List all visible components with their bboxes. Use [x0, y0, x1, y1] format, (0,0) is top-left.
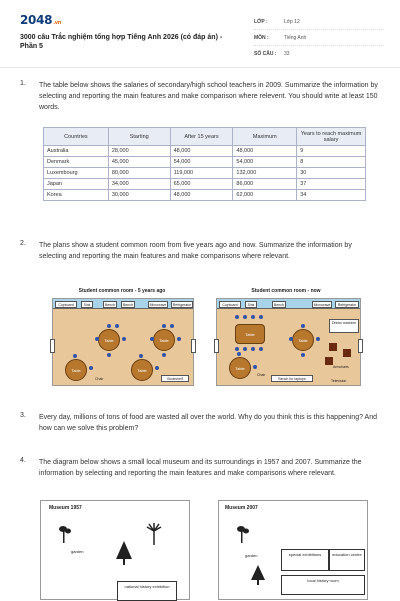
- table-2: Table: [153, 329, 175, 351]
- refrigerator-label: Refrigerator: [335, 301, 359, 308]
- plan-left: [52, 298, 194, 386]
- education-centre-box: education centre: [329, 549, 365, 571]
- refrigerator-label: Refrigerator: [172, 303, 192, 307]
- bench-label: Bench: [272, 301, 286, 308]
- table-1: Table: [98, 329, 120, 351]
- bench-label: Bench: [103, 301, 117, 308]
- cupboard-label: Cupboard: [55, 301, 77, 308]
- plan-left-title: Student common room - 5 years ago: [78, 288, 166, 294]
- cupboard-label: Cupboard: [219, 301, 241, 308]
- garden-label: garden: [245, 553, 258, 558]
- museum-1957-title: Museum 1957: [49, 505, 82, 511]
- chair-label: Chair: [95, 377, 104, 381]
- museum-2007-title: Museum 2007: [225, 505, 258, 511]
- meta-row-subject: MÔN : Tiếng Anh: [254, 30, 384, 46]
- bookshelf-label: Bookshelf: [161, 375, 189, 382]
- tree-icon: [237, 525, 249, 543]
- pine-tree-icon: [116, 541, 132, 565]
- table-row: Denmark 45,000 54,000 54,000 8: [44, 157, 366, 168]
- meta-row-class: LỚP : Lớp 12: [254, 14, 384, 30]
- table-3: Table: [65, 359, 87, 381]
- armchairs-label: Armchairs: [333, 365, 349, 369]
- bench-for-laptops-label: Bench for laptops: [271, 375, 313, 382]
- salary-table: [43, 127, 366, 201]
- table-row: Australia 28,000 48,000 48,000 9: [44, 146, 366, 157]
- local-history-room-box: local history room: [281, 575, 365, 595]
- garden-label: garden: [71, 549, 84, 554]
- table-header-row: Countries Starting After 15 years Maximum Years to reach maximum salary: [44, 128, 366, 146]
- table-2: Table: [292, 329, 314, 351]
- table-4: Table: [131, 359, 153, 381]
- national-history-exhibition-box: national history exhibition: [117, 581, 177, 601]
- table-row: Luxembourg 80,000 119,000 132,000 30: [44, 168, 366, 179]
- document-title: 3000 câu Trắc nghiệm tổng hợp Tiếng Anh 2026 (có đáp án) - Phần 5: [20, 34, 223, 50]
- table-row: Japan 34,000 65,000 86,000 37: [44, 179, 366, 190]
- museum-1957-diagram: [40, 500, 190, 600]
- microwave-label: Microwave: [313, 303, 331, 307]
- sink-label: Sink: [81, 301, 93, 308]
- meta-row-count: SỐ CÂU : 33: [254, 51, 290, 57]
- table-3: Table: [229, 357, 251, 379]
- plan-right-title: Student common room - now: [251, 288, 321, 294]
- museum-2007-diagram: [218, 500, 368, 600]
- tree-icon: [59, 525, 71, 543]
- microwave-label: Microwave: [149, 303, 167, 307]
- bench-label-2: Bench: [121, 301, 135, 308]
- palm-tree-icon: [146, 523, 162, 545]
- television-label: Television: [331, 379, 347, 383]
- table-1: Table: [235, 324, 265, 344]
- special-exhibitions-box: special exhibitions: [281, 549, 329, 571]
- table-row: Korea 30,000 48,000 62,000 34: [44, 190, 366, 201]
- sink-label: Sink: [245, 301, 257, 308]
- page-header: [0, 0, 400, 68]
- document-meta: [254, 14, 384, 62]
- plan-right: [216, 298, 361, 386]
- chair-label: Chair: [257, 373, 266, 377]
- drinks-machine-label: Drinks machine: [329, 319, 359, 333]
- pine-tree-icon: [251, 565, 265, 585]
- site-logo[interactable]: 2048.vn: [20, 13, 62, 27]
